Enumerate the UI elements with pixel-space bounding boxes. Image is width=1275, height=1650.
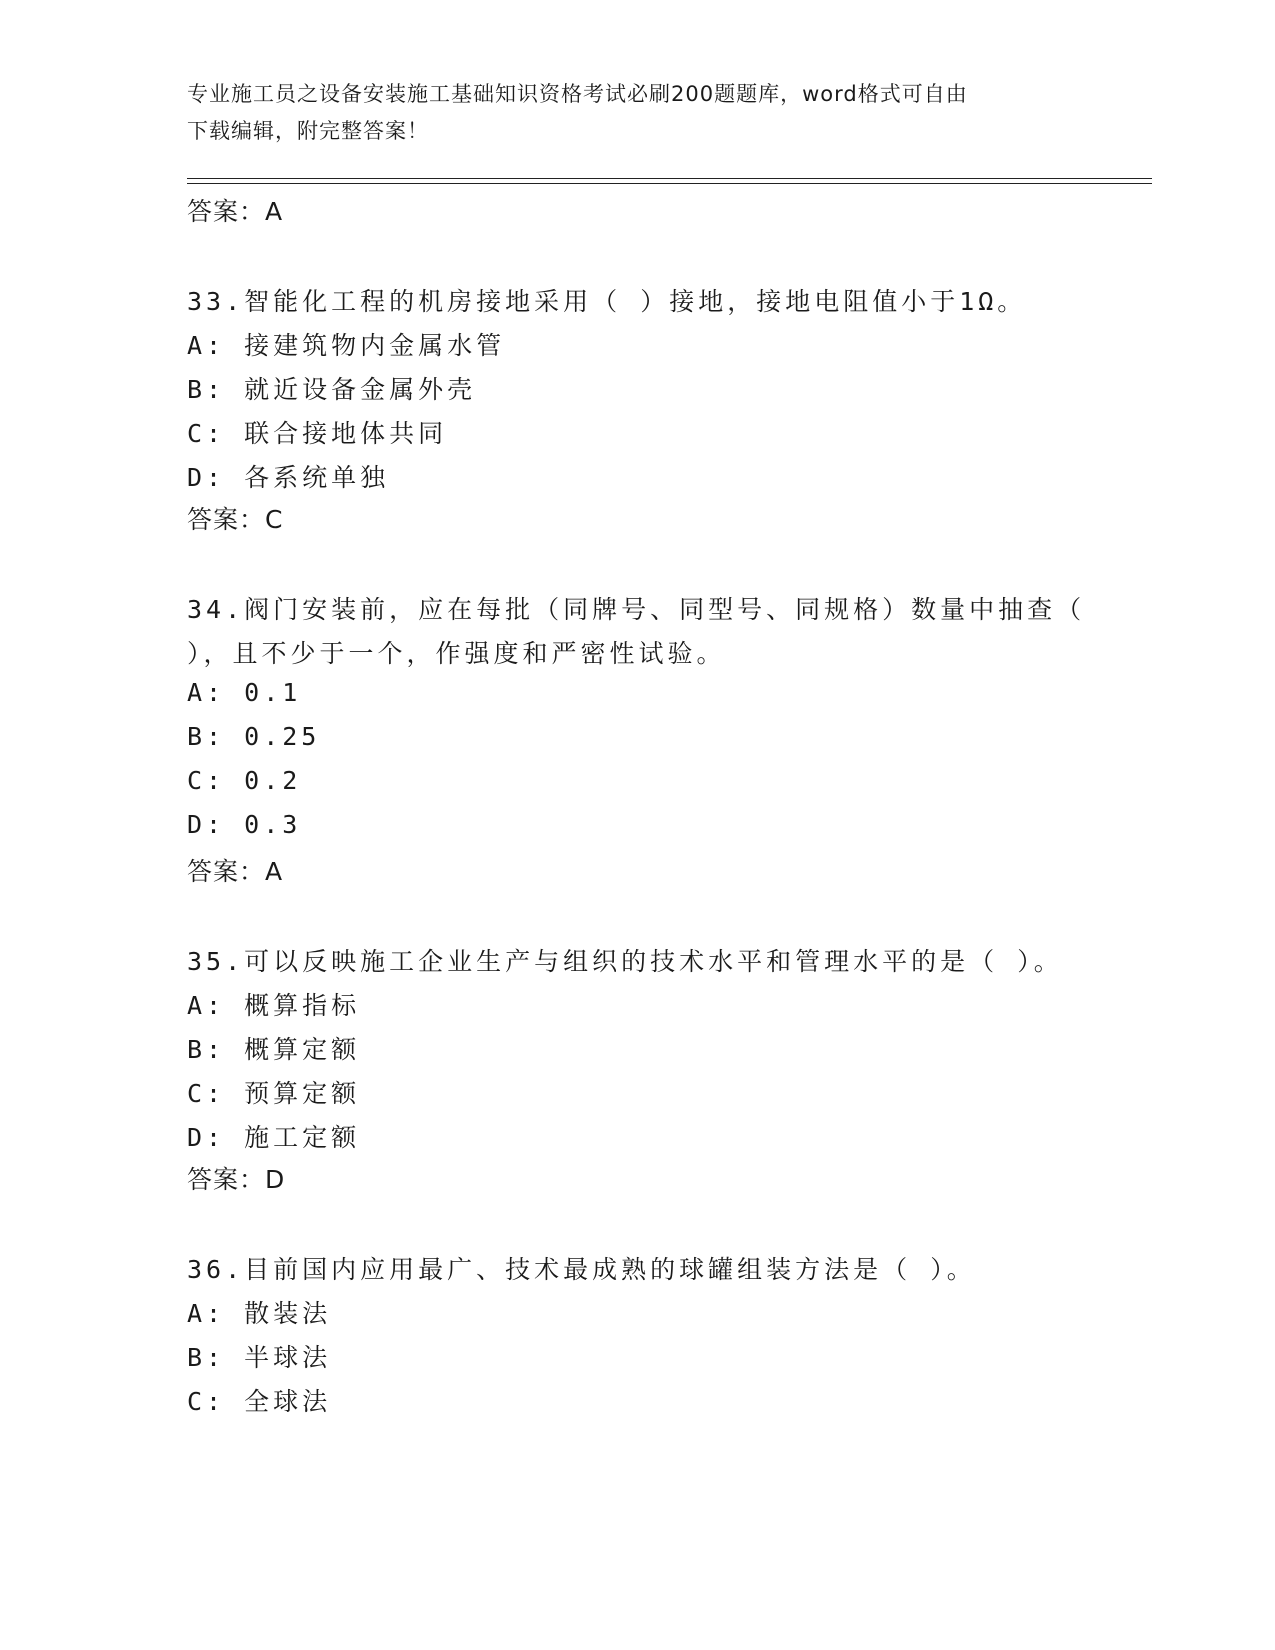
option-d: D: 各系统单独 xyxy=(187,463,390,492)
document-header xyxy=(187,76,1067,150)
header-line-1: 专业施工员之设备安装施工基础知识资格考试必刷200题题库，word格式可自由 xyxy=(187,82,968,106)
option-c: C: 联合接地体共同 xyxy=(187,419,448,448)
option-a: A: 0.1 xyxy=(187,678,302,707)
option-b: B: 概算定额 xyxy=(187,1035,361,1064)
question-stem: 35.可以反映施工企业生产与组织的技术水平和管理水平的是（ ）。 xyxy=(187,947,1063,976)
header-line-2: 下载编辑，附完整答案！ xyxy=(187,119,429,143)
answer-label: 答案：D xyxy=(187,1165,286,1194)
answer-label: 答案：A xyxy=(187,857,284,886)
question-stem-continued: ），且不少于一个，作强度和严密性试验。 xyxy=(187,639,726,668)
option-b: B: 就近设备金属外壳 xyxy=(187,375,477,404)
option-a: A: 散装法 xyxy=(187,1299,332,1328)
answer-label: 答案：A xyxy=(187,197,284,226)
option-b: B: 0.25 xyxy=(187,722,321,751)
answer-label: 答案：C xyxy=(187,505,284,534)
option-a: A: 概算指标 xyxy=(187,991,361,1020)
header-divider-bottom xyxy=(187,183,1152,184)
question-stem: 36.目前国内应用最广、技术最成熟的球罐组装方法是（ ）。 xyxy=(187,1255,976,1284)
option-a: A: 接建筑物内金属水管 xyxy=(187,331,506,360)
question-stem: 33.智能化工程的机房接地采用（ ）接地，接地电阻值小于1Ω。 xyxy=(187,287,1027,316)
option-b: B: 半球法 xyxy=(187,1343,332,1372)
option-d: D: 0.3 xyxy=(187,810,302,839)
option-c: C: 预算定额 xyxy=(187,1079,361,1108)
option-c: C: 0.2 xyxy=(187,766,302,795)
header-divider-top xyxy=(187,178,1152,179)
option-c: C: 全球法 xyxy=(187,1387,332,1416)
option-d: D: 施工定额 xyxy=(187,1123,361,1152)
question-stem: 34.阀门安装前，应在每批（同牌号、同型号、同规格）数量中抽查（ xyxy=(187,595,1086,624)
